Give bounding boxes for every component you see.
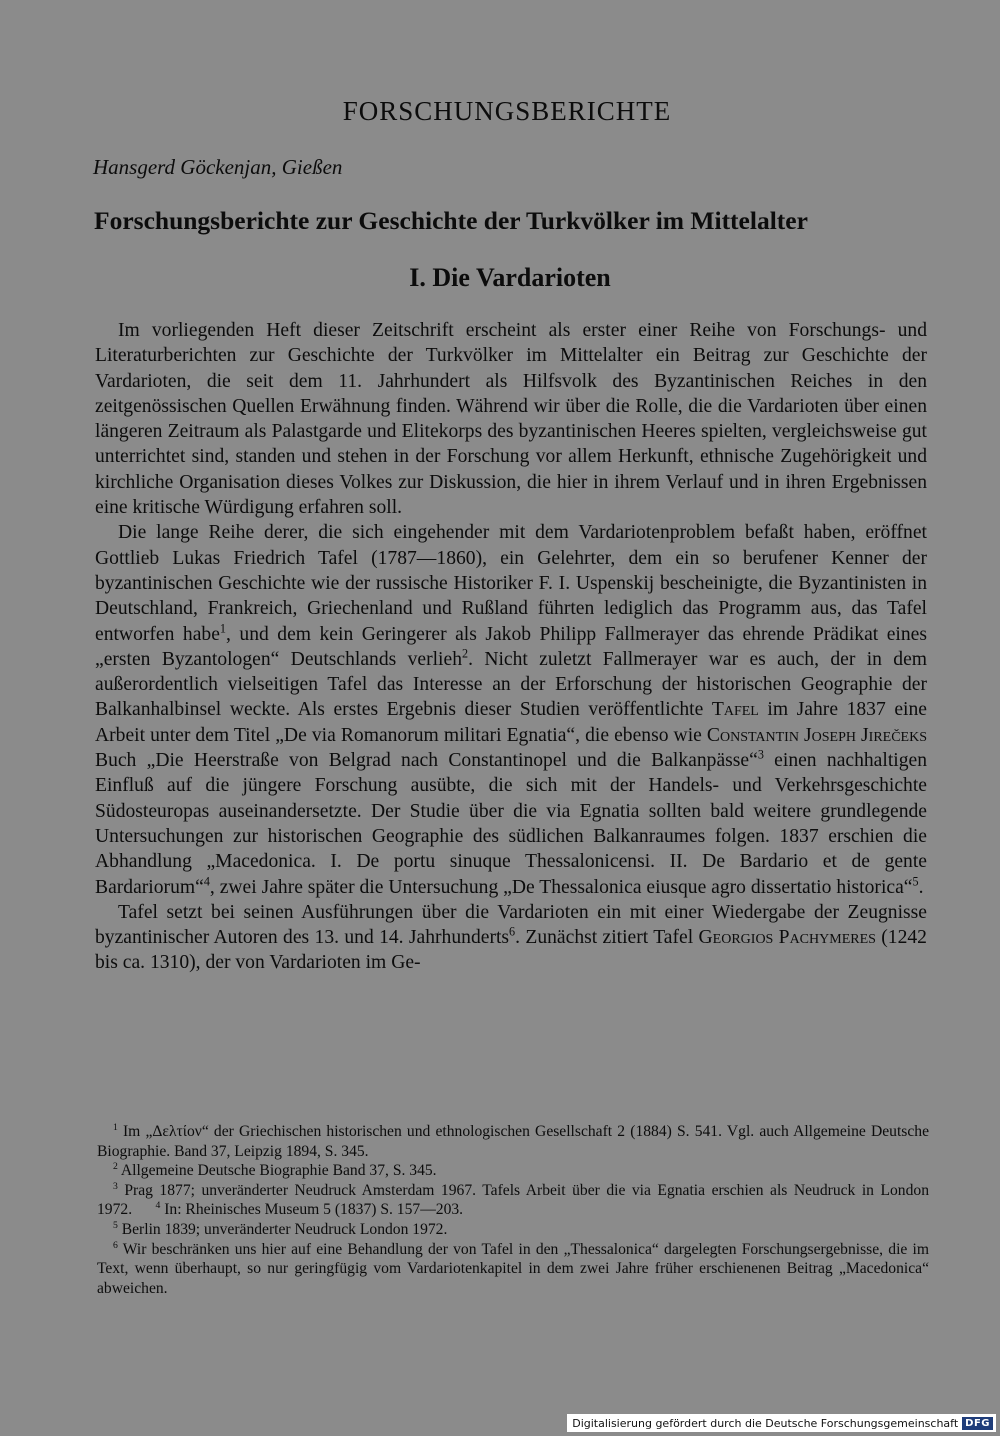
footnote-number: 5 <box>113 1219 118 1231</box>
footnote-ref-2[interactable]: 2 <box>462 646 469 661</box>
author-name-tafel: Tafel <box>711 699 759 721</box>
footnote-2 <box>97 1161 929 1181</box>
digitization-credit <box>567 1414 996 1432</box>
paragraph-1: Im vorliegenden Heft dieser Zeitschrift erscheint als erster einer Reihe von Forschungs- und Literaturberichten zur Geschichte der Turkvölker im Mittelalter ein Beitrag zur Geschichte der Vardarioten, die seit dem 11. Jahrhundert als Hilfsvolk des Byzantinischen Reiches in den zeitgenössischen Quellen Erwähnung finden. Während wir über die Rolle, die die Vardarioten über einen längeren Zeitraum als Palastgarde und Elitekorps des byzantinischen Heeres spielten, vergleichsweise gut unterrichtet sind, standen und stehen in der Forschung vor allem Herkunft, ethnische Zugehörigkeit und kirchliche Organisation dieses Volkes zur Diskussion, die hier in ihrem Verlauf und in ihren Ergebnissen eine kritische Würdigung erfahren soll. <box>95 320 927 519</box>
footnotes <box>97 1122 929 1298</box>
author-name-jirecek: Constantin Joseph Jirečeks <box>706 724 928 746</box>
text-run: . <box>918 876 924 898</box>
footnote-ref-1[interactable]: 1 <box>219 621 226 636</box>
text-run: Tafel setzt bei seinen Ausführungen über die Vardarioten ein mit einer Wiedergabe der Zeugnisse byzantinischer Autoren des 13. und 14. Jahrhunderts <box>95 901 927 949</box>
body-text <box>95 318 927 976</box>
text-run: einen nachhaltigen Einfluß auf die jüngere Forschung ausübte, die sich mit der Handels- und Verkehrsgeschichte Südosteuropas auseinandersetzte. Der Studie über die via Egnatia sollten bald weitere grundlegende Untersuchungen zur historischen Geographie des südlichen Balkanraumes folgen. 1837 erschien die Abhandlung „Macedonica. I. De portu sinuque Thessalonicensi. II. De Bardario et de gente Bardariorum“ <box>95 750 927 898</box>
footnote-ref-5[interactable]: 5 <box>912 874 919 888</box>
paragraph-3 <box>95 900 927 976</box>
footnote-5 <box>97 1220 929 1240</box>
footnote-number: 3 <box>113 1180 118 1192</box>
article-title: Forschungsberichte zur Geschichte der Turkvölker im Mittelalter <box>94 206 808 235</box>
author-name-pachymeres: Georgios Pachymeres <box>698 927 876 949</box>
footnote-ref-4[interactable]: 4 <box>203 874 210 888</box>
footnote-ref-3[interactable]: 3 <box>757 747 764 762</box>
paragraph-2 <box>95 520 927 899</box>
footnote-3-4 <box>97 1181 929 1220</box>
text-run: Die lange Reihe derer, die sich eingehender mit dem Vardariotenproblem befaßt haben, eröffnet Gottlieb Lukas Friedrich Tafel (1787—1860), ein Gelehrter, dem ein so berufener Kenner der byzantinischen Geschichte wie der russische Historiker F. I. Uspenskij bescheinigte, die Byzantinisten in Deutschland, Frankreich, Griechenland und Rußland führten lediglich das Programm aus, das Tafel entworfen habe <box>95 522 927 645</box>
text-run: , und dem kein Geringerer als Jakob Philipp Fallmerayer das ehrende Prädikat eines „ersten Byzantologen“ Deutschlands verlieh <box>95 623 927 670</box>
text-run: im Jahre 1837 eine Arbeit unter dem Titel „De via Romanorum militari Egnatia“, die ebenso wie <box>95 699 927 746</box>
text-run: Buch „Die Heerstraße von Belgrad nach Constantinopel und die Balkanpässe“ <box>95 750 758 772</box>
footnote-text: Wir beschränken uns hier auf eine Behandlung der von Tafel in den „Thessalonica“ dargelegten Forschungsergebnisse, die im Text, wenn überhaupt, so nur geringfügig vom Vardariotenkapitel in dem zwei Jahre früher erschienenen Beitrag „Macedonica“ abweichen. <box>97 1240 929 1297</box>
footnote-number: 1 <box>113 1121 118 1133</box>
footnote-ref-6[interactable]: 6 <box>509 924 516 939</box>
article-subtitle: I. Die Vardarioten <box>409 263 611 292</box>
text-run: , zwei Jahre später die Untersuchung „De Thessalonica eiusque agro dissertatio historica“ <box>209 876 913 898</box>
text-run: . Nicht zuletzt Fallmerayer war es auch, der in dem außerordentlich vielseitigen Tafel das Interesse an der Erforschung der historischen Geographie der Balkanhalbinsel weckte. Als erstes Ergebnis dieser Studien veröffentlichte <box>95 648 928 721</box>
footnote-number: 2 <box>113 1161 118 1172</box>
text-run: (1242 bis ca. 1310), der von Vardarioten im Ge- <box>95 927 927 974</box>
footnote-number: 6 <box>113 1239 118 1251</box>
dfg-logo: DFG <box>962 1417 993 1430</box>
author-line: Hansgerd Göckenjan, Gießen <box>93 155 343 179</box>
footnote-number: 4 <box>155 1200 161 1212</box>
footnote-6 <box>97 1240 929 1299</box>
footnote-text: Im „Δελτίον“ der Griechischen historischen und ethnologischen Gesellschaft 2 (1884) S. 541. Vgl. auch Allgemeine Deutsche Biographie. Band 37, Leipzig 1894, S. 345. <box>97 1123 929 1160</box>
footnote-text: Allgemeine Deutsche Biographie Band 37, S. 345. <box>117 1162 437 1180</box>
text-run: . Zunächst zitiert Tafel <box>515 927 699 949</box>
footnote-text: Prag 1877; unveränderter Neudruck Amsterdam 1967. Tafels Arbeit über die via Egnatia erschien als Neudruck in London 1972. <box>97 1181 929 1219</box>
footnote-text: In: Rheinisches Museum 5 (1837) S. 157—203. <box>160 1201 464 1219</box>
credit-text: Digitalisierung gefördert durch die Deutsche Forschungsgemeinschaft <box>572 1416 959 1430</box>
footnote-text: Berlin 1839; unveränderter Neudruck London 1972. <box>117 1220 448 1238</box>
section-title: FORSCHUNGSBERICHTE <box>342 96 672 126</box>
footnote-1 <box>97 1122 929 1161</box>
